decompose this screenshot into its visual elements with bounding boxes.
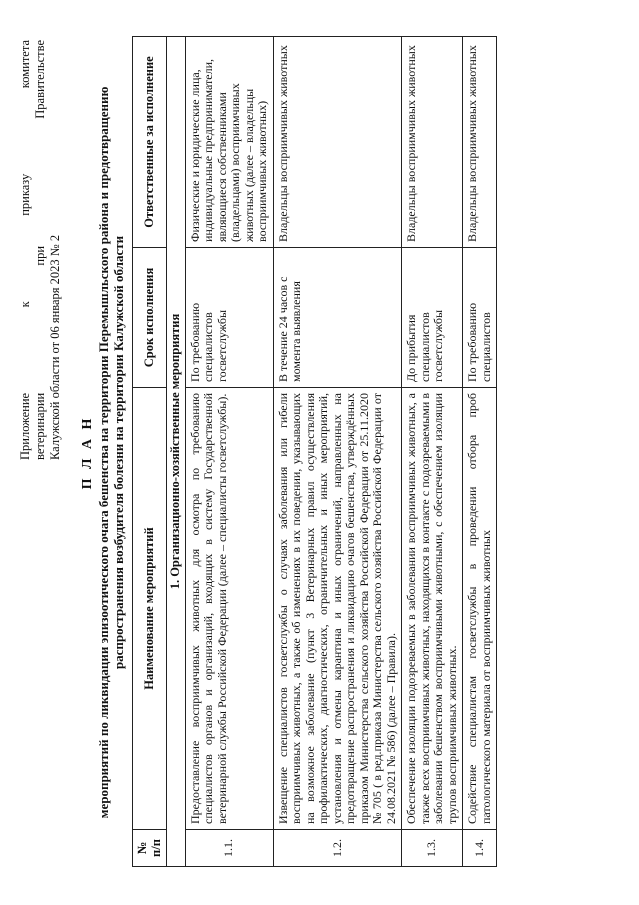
table-row [185, 37, 273, 867]
title-line-1: мероприятий по ликвидации эпизоотического очага бешенства на территории Перемышльского района и предотвращению [96, 86, 111, 819]
row-num: 1.1. [185, 830, 273, 867]
row-term: До прибытия специалистов госветслужбы [402, 248, 463, 388]
row-term: По требованию специалистов госветслужбы [185, 248, 273, 388]
document-title [80, 30, 126, 875]
section-row [167, 37, 186, 867]
row-name: Извещение специалистов госветслужбы о случаях заболевания или гибели восприимчивых животных, а также об изменениях в их поведении, указывающих на возможное заболевание (пункт 3 Ветеринарных правил осуществления профилактических, диагностических, ограничительных и иных мероприятий, установления и отмены карантина и иных ограничений, направленных на предотвращение распространения и ликвидацию очагов бешенства, утверждённых приказом Министерства сельского хозяйства Российской Федерации от 25.11.2020 № 705 ( в ред.приказа Министерства сельского хозяйства Российской Федерации от 24.08.2021 № 586) (далее – Правила). [273, 388, 402, 830]
row-term: В течение 24 часов с момента выявления [273, 248, 402, 388]
title-plan: П Л А Н [80, 415, 95, 490]
row-resp: Владельцы восприимчивых животных [402, 37, 463, 248]
row-num: 1.3. [402, 830, 463, 867]
row-name: Предоставление восприимчивых животных для осмотра по требованию специалистов органов и организаций, входящих в систему Государственной ветеринарной службы Российской Федерации (далее – специалисты госветслужбы). [185, 388, 273, 830]
appendix-note [18, 40, 63, 460]
section-title: 1. Организационно-хозяйственные мероприятия [167, 37, 186, 867]
appendix-line-3: Калужской области от 06 января 2023 № 2 [48, 234, 62, 460]
row-name: Обеспечение изоляции подозреваемых в заболевании восприимчивых животных, а также всех восприимчивых животных, находящихся в контакте с подозреваемыми в заболевании бешенством восприимчивыми животными, с обеспечением изоляции трупов восприимчивых животных. [402, 388, 463, 830]
row-resp: Физические и юридические лица, индивидуальные предприниматели, являющиеся собственниками (владельцами) восприимчивых животных (далее – владельцы восприимчивых животных) [185, 37, 273, 248]
row-num: 1.4. [463, 830, 497, 867]
table-row [273, 37, 402, 867]
header-num: № п/п [133, 830, 167, 867]
table-row [402, 37, 463, 867]
header-term: Срок исполнения [133, 248, 167, 388]
row-num: 1.2. [273, 830, 402, 867]
row-term: По требованию специалистов [463, 248, 497, 388]
row-resp: Владельцы восприимчивых животных [463, 37, 497, 248]
header-resp: Ответственные за исполнение [133, 37, 167, 248]
table-row [463, 37, 497, 867]
row-resp: Владельцы восприимчивых животных [273, 37, 402, 248]
appendix-line-2: ветеринарии при Правительстве [33, 40, 47, 460]
plan-table [132, 36, 497, 867]
row-name: Содействие специалистам госветслужбы в проведении отбора проб патологического материала от восприимчивых животных [463, 388, 497, 830]
header-name: Наименование мероприятий [133, 388, 167, 830]
title-line-2: распространения возбудителя болезни на территории Калужской области [111, 235, 126, 670]
appendix-line-1: Приложение к приказу комитета [18, 40, 32, 460]
table-header-row [133, 37, 167, 867]
